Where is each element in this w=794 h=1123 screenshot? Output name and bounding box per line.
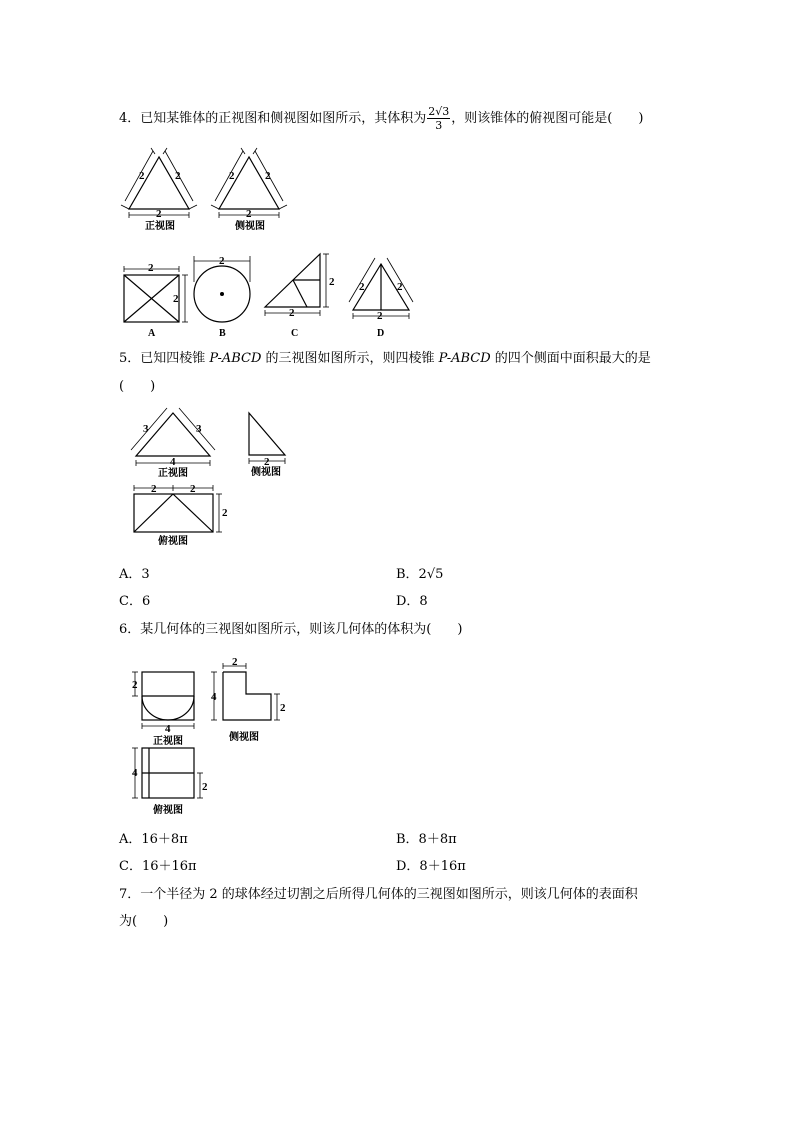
q5-top-dim-left: 2 (151, 483, 157, 495)
q6-option-b: B．8＋8π (396, 832, 457, 847)
q5-side-triangle (249, 413, 285, 455)
q5-stem-line2: ( ) (119, 379, 156, 394)
q4-stem-prefix: 4．已知某锥体的正视图和侧视图如图所示，其体积为 (119, 111, 427, 126)
q5-stem-e: 的四个侧面中面积最大的是 (490, 351, 651, 366)
q5-stem-line1 (119, 350, 651, 368)
q5-stem-d: P-ABCD (438, 351, 491, 366)
q4-stem-suffix: ，则该锥体的俯视图可能是( ) (451, 111, 644, 126)
q4-side-dim-right: 2 (265, 170, 271, 182)
q6-front-dim-base: 4 (165, 723, 171, 735)
q5-top-dim-side: 2 (222, 507, 228, 519)
q4-option-b-center-dot (220, 292, 224, 296)
q6-option-c: C．16＋16π (119, 859, 197, 874)
q4-options-figure (115, 252, 420, 340)
q7-stem-line1: 7．一个半径为 2 的球体经过切割之后所得几何体的三视图如图所示，则该几何体的表面积 (119, 887, 638, 902)
q4-option-b-dim: 2 (219, 255, 225, 267)
q4-front-dim-base: 2 (156, 208, 162, 220)
q4-side-triangle (219, 157, 279, 209)
q4-option-c-dim-side: 2 (329, 276, 335, 288)
q6-front-semicircle (142, 696, 194, 720)
q4-front-view-label: 正视图 (145, 221, 175, 232)
q4-three-view-figure (115, 145, 300, 237)
q5-front-dim-left: 3 (143, 423, 149, 435)
q4-option-d-dim-base: 2 (377, 310, 383, 322)
q6-stem: 6．某几何体的三视图如图所示，则该几何体的体积为( ) (119, 622, 463, 637)
q6-front-view-label: 正视图 (153, 736, 183, 747)
q6-option-d: D．8＋16π (396, 859, 466, 874)
q4-front-dim-left: 2 (139, 170, 145, 182)
q4-option-d-dim-right: 2 (397, 281, 403, 293)
q4-stem (119, 105, 643, 132)
q4-option-c-dim-base: 2 (289, 307, 295, 319)
q4-fraction-denominator: 3 (435, 119, 443, 132)
q6-top-dim-step: 2 (202, 781, 208, 793)
q4-option-a-dim-top: 2 (148, 262, 154, 274)
q6-option-a: A．16＋8π (119, 832, 188, 847)
q5-top-view-label: 俯视图 (158, 536, 188, 547)
q5-front-dim-right: 3 (196, 423, 202, 435)
q6-side-dim-height: 4 (211, 691, 217, 703)
q5-top-dim-right: 2 (190, 483, 196, 495)
q6-side-dim-top: 2 (232, 656, 238, 668)
q5-front-view-label: 正视图 (158, 468, 188, 479)
q4-option-d-label: D (377, 328, 385, 339)
q5-side-view-label: 侧视图 (251, 467, 281, 478)
q4-option-b-label: B (219, 328, 226, 339)
q4-front-triangle (129, 157, 189, 209)
q5-three-view-figure (125, 405, 295, 550)
q6-three-view-figure (125, 652, 300, 818)
q5-option-c: C．6 (119, 594, 151, 609)
q5-stem-b: P-ABCD (209, 351, 262, 366)
q5-side-dim-base: 2 (264, 456, 270, 468)
q6-top-dim-side: 4 (132, 767, 138, 779)
q5-front-dim-base: 4 (170, 456, 176, 468)
q4-front-dim-right: 2 (175, 170, 181, 182)
q5-stem-a: 5．已知四棱锥 (119, 351, 210, 366)
q5-option-a: A．3 (119, 567, 150, 582)
q4-option-d-dim-left: 2 (359, 281, 365, 293)
q7-stem-line2: 为( ) (119, 914, 169, 929)
q6-top-view-label: 俯视图 (153, 805, 183, 816)
q6-side-dim-step: 2 (280, 702, 286, 714)
q5-option-b: B．2√5 (396, 567, 444, 582)
q4-fraction-numerator: 2√3 (428, 105, 450, 118)
q4-option-c-label: C (291, 328, 299, 339)
q6-front-dim-side: 2 (132, 679, 138, 691)
q4-side-dim-left: 2 (229, 170, 235, 182)
q5-stem-c: 的三视图如图所示，则四棱锥 (261, 351, 439, 366)
q4-volume-fraction (427, 105, 450, 132)
q4-side-view-label: 侧视图 (235, 221, 265, 232)
q4-side-dim-base: 2 (246, 208, 252, 220)
q5-top-rectangle (134, 494, 213, 532)
q6-side-outline (223, 672, 271, 720)
q4-option-a-label: A (148, 328, 156, 339)
q5-option-d: D．8 (396, 594, 428, 609)
q6-side-view-label: 侧视图 (229, 732, 259, 743)
q4-option-a-dim-side: 2 (173, 293, 179, 305)
